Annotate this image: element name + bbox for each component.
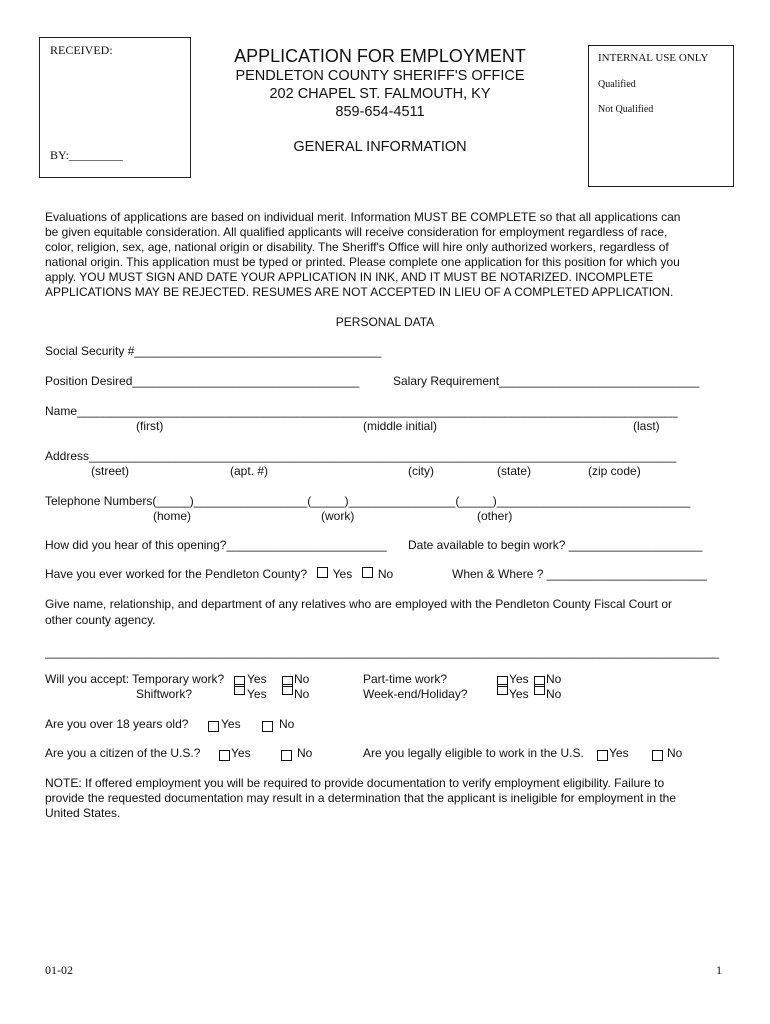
- note-line-3: United States.: [45, 806, 121, 820]
- weekend-label: Week-end/Holiday?: [363, 687, 468, 701]
- note-line-1: NOTE: If offered employment you will be required to provide documentation to verify employment eligibility. Failure to: [45, 776, 665, 790]
- office-address: 202 CHAPEL ST. FALMOUTH, KY: [269, 86, 491, 102]
- position-desired-field[interactable]: Position Desired__________________________________: [45, 374, 360, 388]
- worked-county-label: Have you ever worked for the Pendleton County?: [45, 567, 308, 581]
- not-qualified-label: Not Qualified: [598, 104, 654, 115]
- shiftwork-no-checkbox[interactable]: [282, 684, 293, 695]
- accept-temporary-label: Will you accept: Temporary work?: [45, 672, 225, 686]
- address-city-caption: (city): [408, 464, 434, 478]
- over-18-yes-label: Yes: [221, 717, 241, 731]
- parttime-label: Part-time work?: [363, 672, 448, 686]
- form-code: 01-02: [45, 963, 73, 977]
- intro-line-5: apply. YOU MUST SIGN AND DATE YOUR APPLICATION IN INK, AND IT MUST BE NOTARIZED. INCOMPLETE: [45, 270, 654, 284]
- name-first-caption: (first): [136, 419, 164, 433]
- citizen-no-checkbox[interactable]: [281, 750, 292, 761]
- citizen-no-label: No: [297, 746, 313, 760]
- relatives-question-line-2: other county agency.: [45, 613, 156, 627]
- intro-line-3: color, religion, sex, age, national origin or disability. The Sheriff's Office will hire only authorized workers, regardless of: [45, 240, 669, 254]
- over-18-label: Are you over 18 years old?: [45, 717, 189, 731]
- worked-no-label: No: [377, 567, 394, 581]
- weekend-no-checkbox[interactable]: [534, 684, 545, 695]
- when-where-field[interactable]: When & Where ? ________________________: [452, 567, 707, 581]
- citizen-yes-label: Yes: [231, 746, 251, 760]
- temporary-no-label: No: [294, 672, 310, 686]
- citizen-label: Are you a citizen of the U.S.?: [45, 746, 201, 760]
- address-state-caption: (state): [497, 464, 532, 478]
- intro-line-4: national origin. This application must be typed or printed. Please complete one application for this position for which you: [45, 255, 680, 269]
- ssn-field[interactable]: Social Security #_____________________________________: [45, 344, 382, 358]
- relatives-question-line-1: Give name, relationship, and department of any relatives who are employed with the Pendleton County Fiscal Court or: [45, 597, 672, 611]
- address-zip-caption: (zip code): [588, 464, 641, 478]
- name-last-caption: (last): [633, 419, 660, 433]
- name-middle-caption: (middle initial): [363, 419, 438, 433]
- phone-home-caption: (home): [153, 509, 192, 523]
- received-label: RECEIVED:: [50, 43, 113, 57]
- internal-use-box: [588, 45, 734, 187]
- worked-no-checkbox[interactable]: [362, 567, 373, 578]
- date-available-field[interactable]: Date available to begin work? ____________________: [408, 538, 703, 552]
- phone-work-caption: (work): [321, 509, 355, 523]
- over-18-no-checkbox[interactable]: [262, 721, 273, 732]
- note-line-2: provide the requested documentation may result in a determination that the applicant is ineligible for employment in the: [45, 791, 677, 805]
- office-phone: 859-654-4511: [335, 104, 425, 120]
- phone-other-caption: (other): [477, 509, 513, 523]
- personal-data-heading: PERSONAL DATA: [335, 315, 435, 329]
- weekend-no-label: No: [546, 687, 562, 701]
- name-field[interactable]: Name__________________________________________________________________________________________: [45, 404, 678, 418]
- parttime-no-label: No: [546, 672, 562, 686]
- internal-use-title: INTERNAL USE ONLY: [598, 52, 709, 64]
- shiftwork-yes-checkbox[interactable]: [234, 684, 245, 695]
- temporary-yes-label: Yes: [247, 672, 267, 686]
- shiftwork-yes-label: Yes: [247, 687, 267, 701]
- relatives-answer-field[interactable]: _____________________________________________________________________________________________________: [45, 645, 720, 659]
- telephone-numbers-field[interactable]: Telephone Numbers(_____)_________________(_____)________________(_____)_____________________________: [45, 494, 691, 508]
- heard-opening-field[interactable]: How did you hear of this opening?________________________: [45, 538, 387, 552]
- intro-line-6: APPLICATIONS MAY BE REJECTED. RESUMES ARE NOT ACCEPTED IN LIEU OF A COMPLETED APPLICATION.: [45, 285, 674, 299]
- shiftwork-no-label: No: [294, 687, 310, 701]
- weekend-yes-label: Yes: [509, 687, 529, 701]
- worked-yes-label: Yes: [332, 567, 353, 581]
- section-title: GENERAL INFORMATION: [293, 139, 467, 155]
- accept-shiftwork-label: Shiftwork?: [136, 687, 193, 701]
- qualified-label: Qualified: [598, 79, 636, 90]
- parttime-yes-label: Yes: [509, 672, 529, 686]
- worked-yes-checkbox[interactable]: [317, 567, 328, 578]
- eligible-yes-checkbox[interactable]: [597, 750, 608, 761]
- intro-line-2: be given equitable consideration. All qualified applicants will receive consideration for employment regardless of race,: [45, 225, 668, 239]
- address-street-caption: (street): [91, 464, 130, 478]
- salary-requirement-field[interactable]: Salary Requirement______________________________: [393, 374, 700, 388]
- eligible-yes-label: Yes: [609, 746, 629, 760]
- form-title: APPLICATION FOR EMPLOYMENT: [234, 46, 526, 66]
- received-by-label: BY:_________: [50, 148, 123, 162]
- eligible-label: Are you legally eligible to work in the U.S.: [363, 746, 584, 760]
- eligible-no-label: No: [667, 746, 683, 760]
- over-18-no-label: No: [279, 717, 295, 731]
- page-number: 1: [716, 963, 722, 977]
- address-field[interactable]: Address________________________________________________________________________________________: [45, 449, 677, 463]
- intro-line-1: Evaluations of applications are based on individual merit. Information MUST BE COMPLETE so that all applications can: [45, 210, 681, 224]
- weekend-yes-checkbox[interactable]: [497, 684, 508, 695]
- address-apt-caption: (apt. #): [230, 464, 269, 478]
- eligible-no-checkbox[interactable]: [652, 750, 663, 761]
- office-name: PENDLETON COUNTY SHERIFF'S OFFICE: [235, 68, 525, 84]
- over-18-yes-checkbox[interactable]: [208, 721, 219, 732]
- worked-county-question: [45, 567, 393, 581]
- citizen-yes-checkbox[interactable]: [219, 750, 230, 761]
